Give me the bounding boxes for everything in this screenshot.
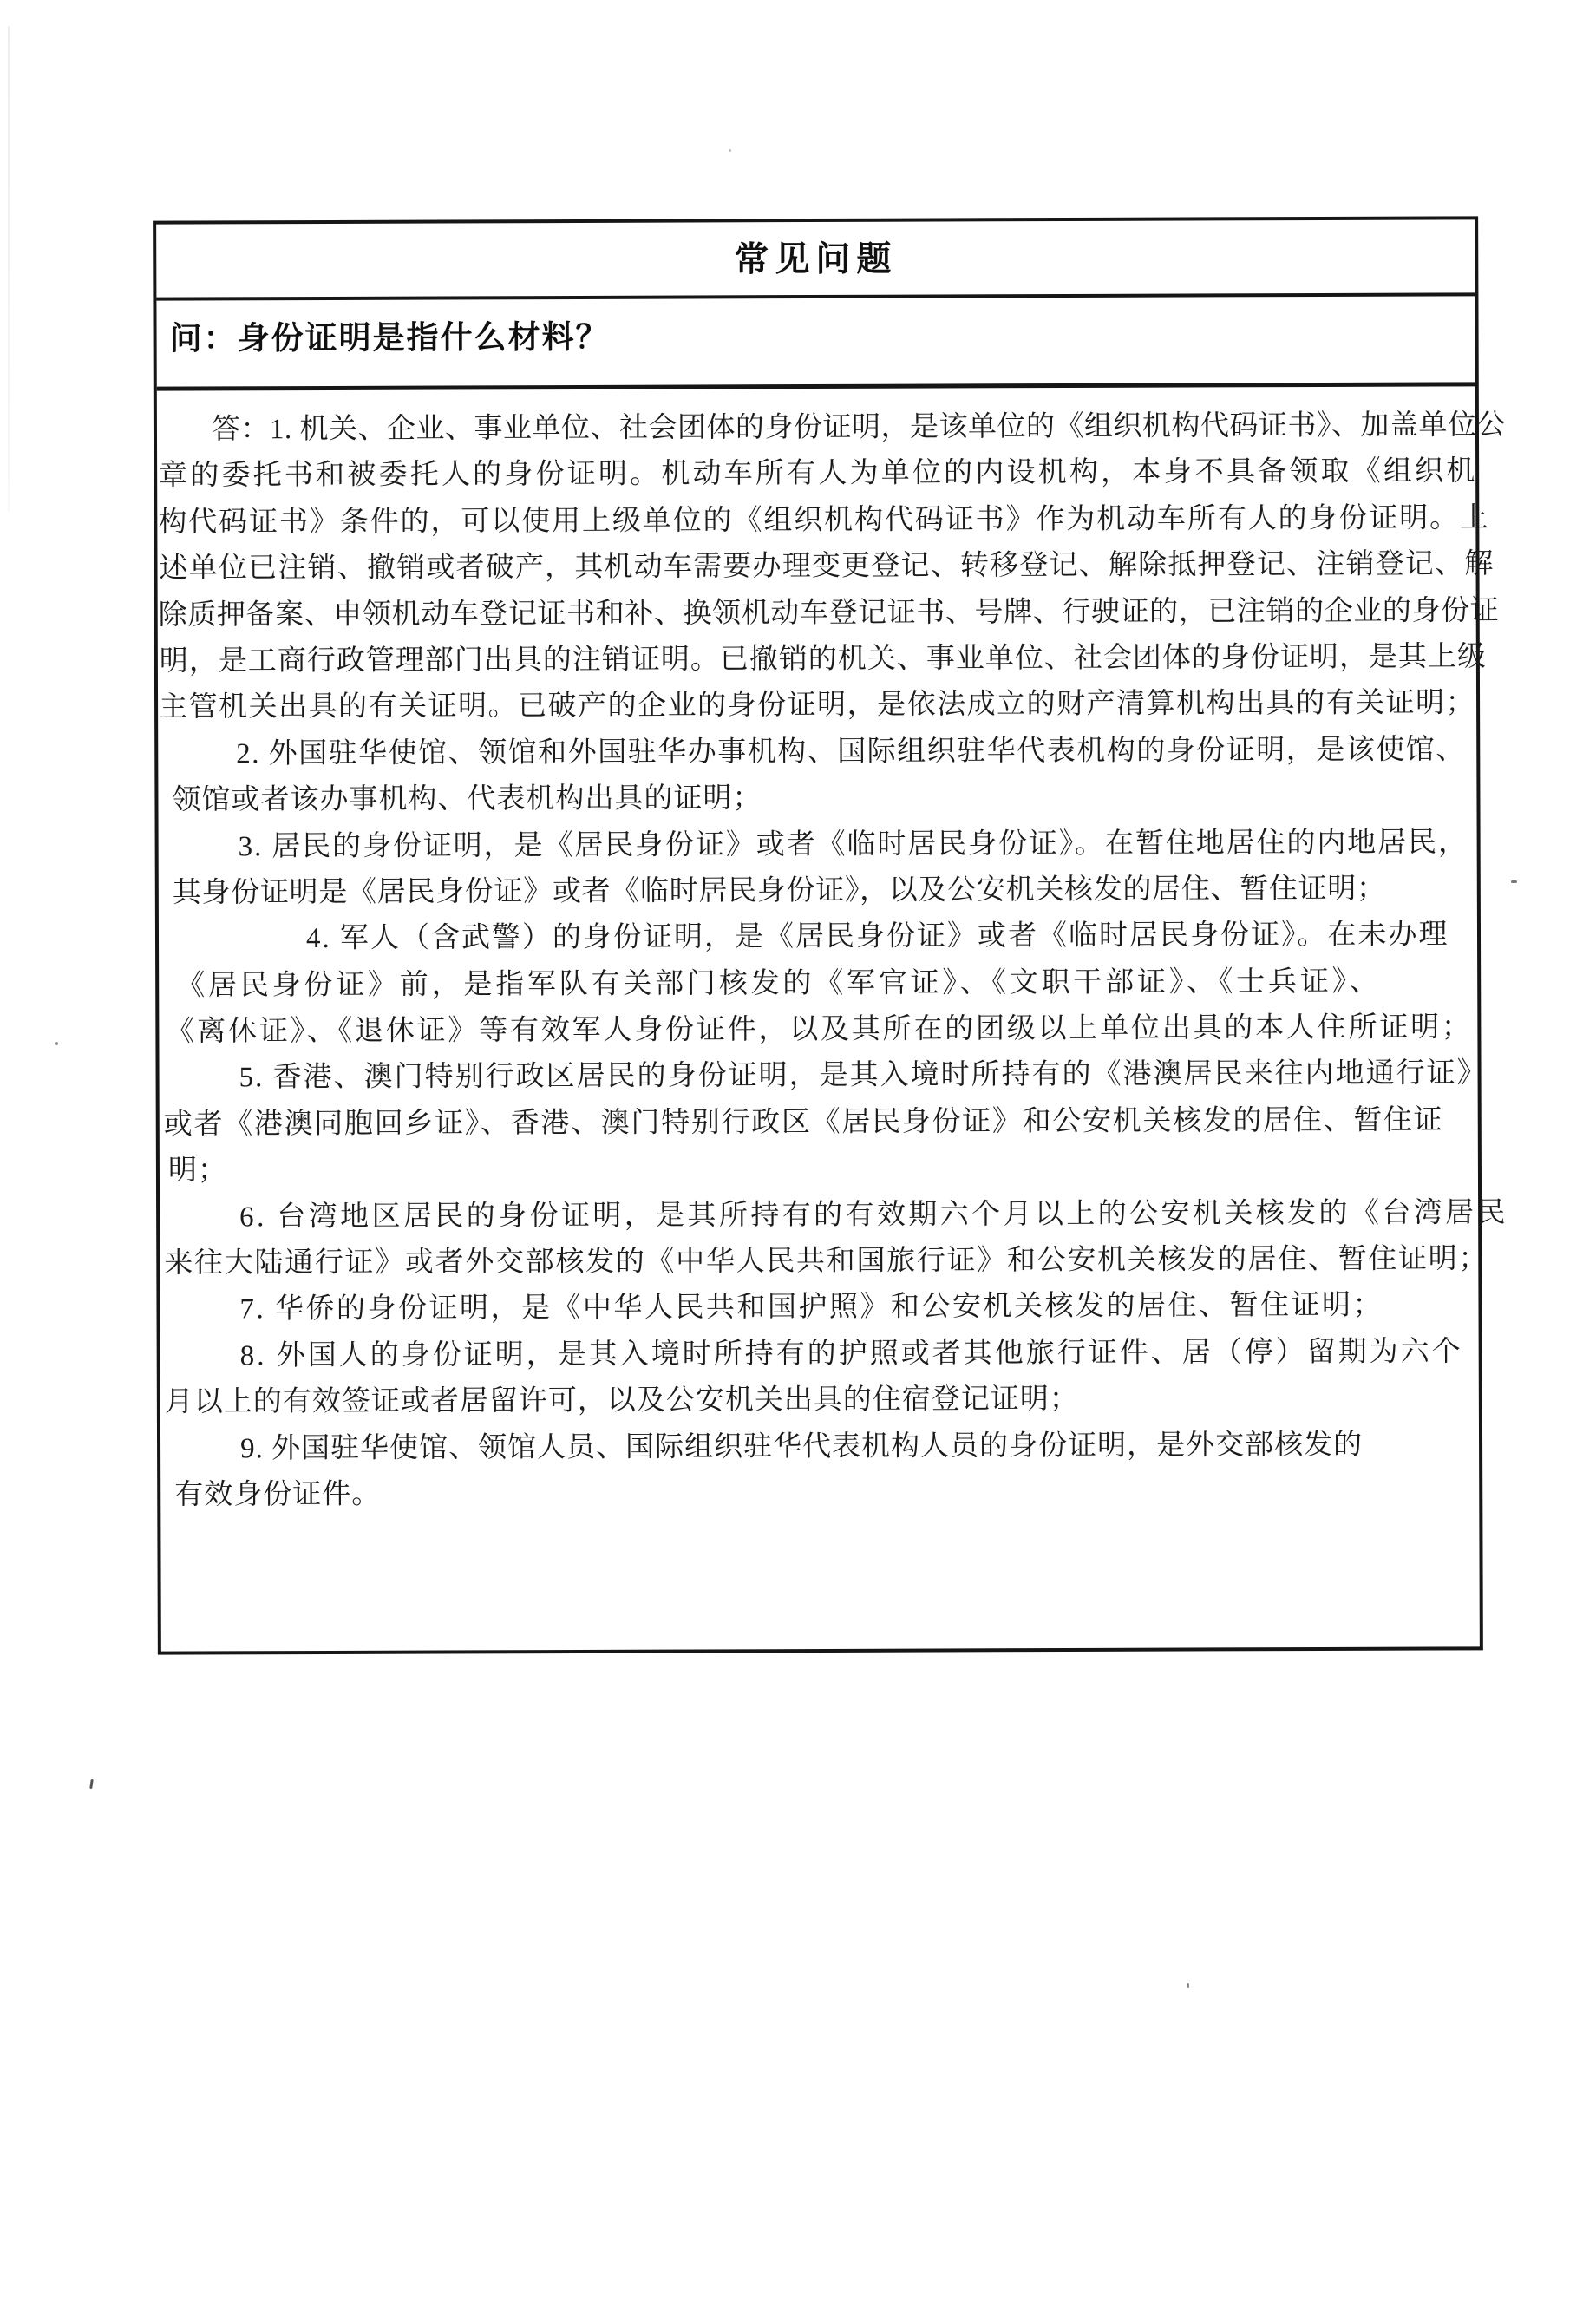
answer-line: 或者《港澳同胞回乡证》、香港、澳门特别行政区《居民身份证》和公安机关核发的居住、暂住证 bbox=[163, 1104, 1444, 1141]
table-header-row bbox=[156, 219, 1475, 300]
answer-text bbox=[157, 403, 1514, 1519]
answer-line: 6. 台湾地区居民的身份证明，是其所持有的有效期六个月以上的公安机关核发的《台湾居民 bbox=[239, 1196, 1508, 1233]
answer-line: 《居民身份证》前，是指军队有关部门核发的《军官证》、《文职干部证》、《士兵证》、 bbox=[176, 965, 1382, 1002]
faq-table bbox=[153, 216, 1508, 1654]
answer-line: 明； bbox=[167, 1155, 228, 1187]
answer-line: 9. 外国驻华使馆、领馆人员、国际组织驻华代表机构人员的身份证明，是外交部核发的 bbox=[239, 1429, 1364, 1464]
answer-line: 章的委托书和被委托人的身份证明。机动车所有人为单位的内设机构，本身不具备领取《组织机 bbox=[159, 455, 1478, 493]
answer-line: 其身份证明是《居民身份证》或者《临时居民身份证》，以及公安机关核发的居住、暂住证明； bbox=[172, 873, 1386, 909]
answer-line: 月以上的有效签证或者居留许可，以及公安机关出具的住宿登记证明； bbox=[164, 1384, 1079, 1418]
answer-line: 主管机关出具的有关证明。已破产的企业的身份证明，是依法成立的财产清算机构出具的有关证明； bbox=[159, 687, 1476, 723]
question-row bbox=[156, 296, 1475, 390]
question-text: 问：身份证明是指什么材料？ bbox=[169, 319, 610, 357]
scan-speck bbox=[89, 1779, 94, 1789]
answer-line: 来往大陆通行证》或者外交部核发的《中华人民共和国旅行证》和公安机关核发的居住、暂住证明； bbox=[164, 1243, 1489, 1280]
answer-line: 4. 军人（含武警）的身份证明，是《居民身份证》或者《临时居民身份证》。在未办理 bbox=[305, 919, 1449, 955]
answer-line: 答：1. 机关、企业、事业单位、社会团体的身份证明，是该单位的《组织机构代码证书》、加盖单位公 bbox=[211, 409, 1507, 446]
answer-line: 述单位已注销、撤销或者破产，其机动车需要办理变更登记、转移登记、解除抵押登记、注销登记、解 bbox=[159, 548, 1495, 585]
scan-streak bbox=[8, 26, 10, 512]
answer-line: 7. 华侨的身份证明，是《中华人民共和国护照》和公安机关核发的居住、暂住证明； bbox=[239, 1290, 1384, 1325]
answer-line: 明，是工商行政管理部门出具的注销证明。已撤销的机关、事业单位、社会团体的身份证明，是其上级 bbox=[159, 641, 1487, 677]
answer-line: 5. 香港、澳门特别行政区居民的身份证明，是其入境时所持有的《港澳居民来往内地通行证》 bbox=[239, 1057, 1488, 1094]
answer-line: 有效身份证件。 bbox=[174, 1478, 382, 1511]
page-title: 常见问题 bbox=[734, 239, 898, 279]
answer-line: 2. 外国驻华使馆、领馆和外国驻华办事机构、国际组织驻华代表机构的身份证明，是该使馆、 bbox=[236, 734, 1466, 770]
scan-speck bbox=[729, 149, 731, 152]
answer-line: 《离休证》、《退休证》等有效军人身份证件，以及其所在的团级以上单位出具的本人住所证明； bbox=[166, 1011, 1473, 1048]
scan-speck bbox=[1511, 880, 1517, 883]
answer-row bbox=[157, 386, 1508, 1519]
scan-speck bbox=[1187, 1983, 1189, 1988]
answer-line: 8. 外国人的身份证明，是其入境时所持有的护照或者其他旅行证件、居（停）留期为六个 bbox=[239, 1336, 1463, 1372]
answer-line: 3. 居民的身份证明，是《居民身份证》或者《临时居民身份证》。在暂住地居住的内地居民， bbox=[238, 826, 1468, 862]
answer-line: 构代码证书》条件的，可以使用上级单位的《组织机构代码证书》作为机动车所有人的身份证明。上 bbox=[158, 502, 1490, 539]
answer-line: 除质押备案、申领机动车登记证书和补、换领机动车登记证书、号牌、行驶证的，已注销的企业的身份证 bbox=[158, 594, 1500, 632]
answer-line: 领馆或者该办事机构、代表机构出具的证明； bbox=[172, 782, 762, 816]
scan-speck bbox=[55, 1042, 58, 1045]
